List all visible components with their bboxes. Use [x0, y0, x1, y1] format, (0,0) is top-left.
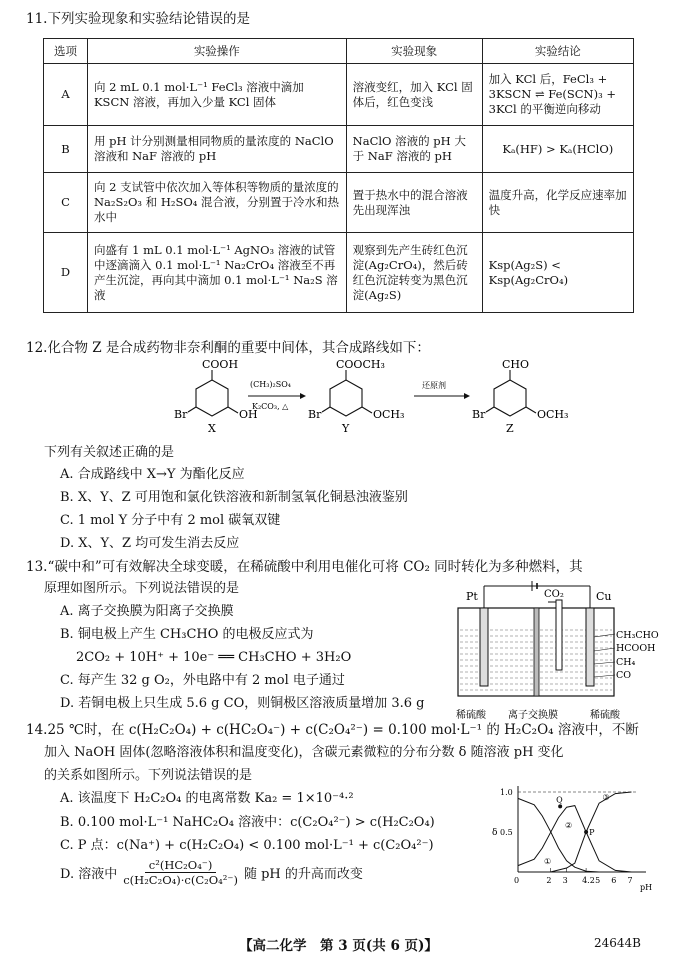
point-p [584, 830, 588, 834]
product-ch4: CH₄ [616, 657, 636, 668]
product-ch3cho: CH₃CHO [616, 630, 659, 641]
row-label: C [44, 173, 88, 233]
x-tick-label: 3 [562, 876, 568, 885]
z-top-label: CHO [502, 358, 530, 371]
pt-electrode [480, 608, 488, 686]
q12-option-c: C. 1 mol Y 分子中有 2 mol 碳氧双键 [60, 513, 281, 528]
z-side-label: OCH₃ [537, 408, 569, 421]
q14-option-a: A. 该温度下 H₂C₂O₄ 的电离常数 Ka₂ = 1×10⁻⁴·² [60, 791, 354, 806]
q12-prompt: 下列有关叙述正确的是 [44, 445, 175, 460]
series-label-1: ① [543, 857, 552, 866]
header-observation: 实验现象 [346, 39, 482, 64]
x-axis-label: pH [640, 883, 653, 892]
q14-option-d-prefix: D. 溶液中 [60, 867, 118, 882]
x-tick-label: 4.2 [582, 876, 595, 885]
q12-stem: 12.化合物 Z 是合成药物非奈利酮的重要中间体，其合成路线如下： [26, 340, 430, 356]
pt-label: Pt [466, 590, 478, 603]
z-br-label: Br [472, 408, 486, 421]
row-observation: 溶液变红，加入 KCl 固体后，红色变浅 [346, 64, 482, 126]
y-axis-label: δ [492, 828, 498, 838]
bottom-label-membrane: 离子交换膜 [508, 710, 558, 721]
row-label: A [44, 64, 88, 126]
point-q-label: Q [556, 795, 563, 805]
x-top-label: COOH [202, 358, 239, 371]
q12-option-d: D. X、Y、Z 均可发生消去反应 [60, 536, 240, 551]
row-conclusion: Ksp(Ag₂S) < Ksp(Ag₂CrO₄) [482, 233, 633, 313]
y-tick-label: 1.0 [500, 788, 513, 797]
q13-option-b: B. 铜电极上产生 CH₃CHO 的电极反应式为 [60, 627, 314, 642]
x-tick-label: 2 [546, 876, 552, 885]
x-tick-label: 0 [514, 876, 520, 885]
product-co: CO [616, 670, 632, 681]
header-conclusion: 实验结论 [482, 39, 633, 64]
y-tick-label: 0.5 [500, 828, 513, 837]
q13-option-c: C. 每产生 32 g O₂，外电路中有 2 mol 电子通过 [60, 673, 345, 688]
q14-option-b: B. 0.100 mol·L⁻¹ NaHC₂O₄ 溶液中：c(C₂O₄²⁻) > c(H₂C₂O₄) [60, 815, 435, 830]
row-operation: 向盛有 1 mL 0.1 mol·L⁻¹ AgNO₃ 溶液的试管中逐滴滴入 0.1 mol·L⁻¹ Na₂CrO₄ 溶液至不再产生沉淀，再向其中滴加 0.1 mol·L⁻¹ Na₂S 溶液 [87, 233, 346, 313]
row-operation: 向 2 支试管中依次加入等体积等物质的量浓度的 Na₂S₂O₃ 和 H₂SO₄ 混合液，分别置于冷水和热水中 [87, 173, 346, 233]
ion-exchange-membrane [534, 608, 539, 696]
q14-option-c: C. P 点：c(Na⁺) + c(H₂C₂O₄) < 0.100 mol·L⁻¹ + c(C₂O₄²⁻) [60, 838, 434, 853]
x-tick-label: 5 [595, 876, 601, 885]
series-label-2: ② [565, 821, 573, 830]
row-conclusion: 加入 KCl 后，FeCl₃ + 3KSCN ⇌ Fe(SCN)₃ + 3KCl 的平衡逆向移动 [482, 64, 633, 126]
table-row [44, 64, 634, 126]
y-br-label: Br [308, 408, 322, 421]
table-row [44, 126, 634, 173]
q14-fraction [119, 858, 242, 887]
q14-option-d-suffix: 随 pH 的升高而改变 [243, 867, 363, 882]
bottom-label-right: 稀硫酸 [590, 710, 620, 721]
q13-option-b-equation: 2CO₂ + 10H⁺ + 10e⁻ ══ CH₃CHO + 3H₂O [76, 650, 352, 665]
cu-label: Cu [596, 590, 612, 603]
q14-stem-2: 加入 NaOH 固体(忽略溶液体积和温度变化)，含碳元素微粒的分布分数 δ 随溶液 pH 变化 [44, 745, 564, 760]
y-name: Y [342, 422, 350, 435]
x-tick-label: 7 [627, 876, 633, 885]
series-line-1 [518, 798, 632, 872]
q13-option-a: A. 离子交换膜为阳离子交换膜 [60, 604, 234, 619]
row-observation: NaClO 溶液的 pH 大于 NaF 溶液的 pH [346, 126, 482, 173]
q13-stem-1: 13.“碳中和”可有效解决全球变暖，在稀硫酸中利用电催化可将 CO₂ 同时转化为多种燃料，其 [26, 559, 583, 575]
table-header-row [44, 39, 634, 64]
row-observation: 置于热水中的混合溶液先出现浑浊 [346, 173, 482, 233]
q13-option-d: D. 若铜电极上只生成 5.6 g CO，则铜极区溶液质量增加 3.6 g [60, 696, 425, 711]
cu-electrode [586, 608, 594, 686]
co2-label: CO₂ [544, 589, 564, 600]
header-option: 选项 [44, 39, 88, 64]
exam-code: 24644B [594, 936, 641, 950]
molecule-z [472, 358, 568, 435]
row-label: D [44, 233, 88, 313]
q12-option-b: B. X、Y、Z 可用饱和氯化铁溶液和新制氢氧化铜悬浊液鉴别 [60, 490, 408, 505]
y-top-label: COOCH₃ [336, 358, 385, 371]
header-operation: 实验操作 [87, 39, 346, 64]
point-q [558, 804, 562, 808]
series-label-3: ③ [602, 793, 610, 802]
table-row [44, 233, 634, 313]
synthesis-route [100, 360, 600, 440]
x-side-label: OH [239, 408, 258, 421]
electrolysis-diagram [440, 578, 659, 724]
q14-stem-3: 的关系如图所示。下列说法错误的是 [44, 768, 253, 783]
reaction-arrow-1 [248, 380, 306, 411]
reagent1-bottom: K₂CO₃, △ [252, 402, 289, 411]
series-line-3 [518, 792, 632, 872]
q14-fraction-numerator: c²(HC₂O₄⁻) [145, 858, 217, 873]
reagent2-top: 还原剂 [422, 381, 446, 390]
q13-stem-2: 原理如图所示。下列说法错误的是 [44, 581, 240, 596]
x-name: X [208, 422, 216, 435]
experiment-table [43, 38, 634, 313]
distribution-chart [490, 780, 660, 890]
x-br-label: Br [174, 408, 188, 421]
molecule-y [308, 358, 404, 435]
point-p-label: P [589, 828, 595, 837]
reaction-arrow-2 [414, 380, 470, 399]
y-side-label: OCH₃ [373, 408, 405, 421]
z-name: Z [506, 422, 514, 435]
molecule-x [174, 358, 258, 435]
q14-fraction-denominator: c(H₂C₂O₄)·c(C₂O₄²⁻) [123, 873, 238, 887]
row-label: B [44, 126, 88, 173]
page-footer: 【高二化学 第 3 页(共 6 页)】 [239, 938, 438, 954]
row-conclusion: Kₐ(HF) > Kₐ(HClO) [482, 126, 633, 173]
q14-option-d [60, 858, 363, 887]
table-row [44, 173, 634, 233]
bottom-label-left: 稀硫酸 [456, 710, 486, 721]
row-conclusion: 温度升高，化学反应速率加快 [482, 173, 633, 233]
row-operation: 向 2 mL 0.1 mol·L⁻¹ FeCl₃ 溶液中滴加 KSCN 溶液，再加入少量 KCl 固体 [87, 64, 346, 126]
row-observation: 观察到先产生砖红色沉淀(Ag₂CrO₄)，然后砖红色沉淀转变为黑色沉淀(Ag₂S) [346, 233, 482, 313]
row-operation: 用 pH 计分别测量相同物质的量浓度的 NaClO 溶液和 NaF 溶液的 pH [87, 126, 346, 173]
q14-stem-1: 14.25 ℃时，在 c(H₂C₂O₄) + c(HC₂O₄⁻) + c(C₂O₄²⁻) = 0.100 mol·L⁻¹ 的 H₂C₂O₄ 溶液中，不断 [26, 722, 639, 738]
q12-option-a: A. 合成路线中 X→Y 为酯化反应 [60, 467, 245, 482]
x-tick-label: 6 [611, 876, 617, 885]
product-hcooh: HCOOH [616, 643, 656, 654]
q11-stem: 11.下列实验现象和实验结论错误的是 [26, 11, 250, 27]
reagent1-top: (CH₃)₂SO₄ [250, 380, 291, 389]
